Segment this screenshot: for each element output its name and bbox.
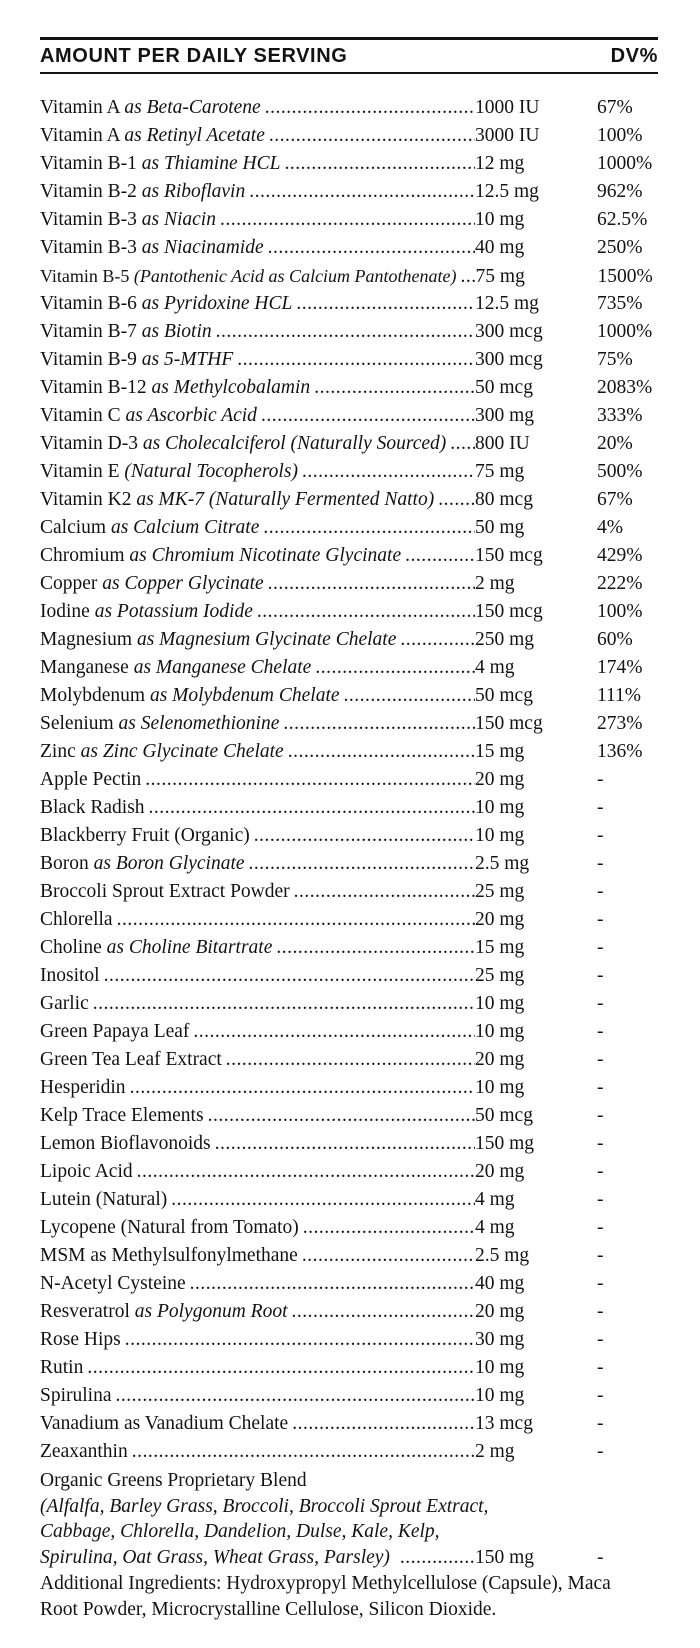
dot-leader bbox=[245, 178, 475, 206]
table-row bbox=[40, 542, 658, 570]
ingredient-name: Vanadium as Vanadium Chelate bbox=[40, 1413, 289, 1434]
dv-value: 100% bbox=[597, 125, 643, 146]
amount-value: 30 mg bbox=[475, 1329, 525, 1350]
supplement-facts-panel bbox=[40, 37, 658, 1622]
amount-value: 75 mg bbox=[475, 461, 525, 482]
dot-leader bbox=[311, 654, 475, 682]
dv-value: - bbox=[597, 1546, 604, 1568]
dot-leader bbox=[401, 542, 475, 570]
dv-value: 1000% bbox=[597, 321, 653, 342]
table-row bbox=[40, 234, 658, 262]
dot-leader bbox=[100, 962, 475, 990]
dot-leader bbox=[145, 794, 475, 822]
dot-leader bbox=[233, 346, 475, 374]
table-row bbox=[40, 346, 658, 374]
ingredient-name: Manganese as Manganese Chelate bbox=[40, 657, 312, 678]
dot-leader bbox=[284, 738, 475, 766]
dot-leader bbox=[434, 486, 475, 514]
amount-value: 1000 IU bbox=[475, 97, 540, 118]
table-row bbox=[40, 738, 658, 766]
dot-leader bbox=[186, 1270, 475, 1298]
amount-value: 150 mg bbox=[475, 1133, 535, 1154]
table-row bbox=[40, 710, 658, 738]
dv-value: - bbox=[597, 881, 604, 902]
amount-value: 150 mcg bbox=[475, 601, 543, 622]
ingredient-name: Molybdenum as Molybdenum Chelate bbox=[40, 685, 340, 706]
table-row bbox=[40, 878, 658, 906]
amount-value: 25 mg bbox=[475, 965, 525, 986]
dv-value: - bbox=[597, 769, 604, 790]
dv-value: - bbox=[597, 1357, 604, 1378]
dot-leader bbox=[112, 1382, 476, 1410]
table-row bbox=[40, 1130, 658, 1158]
table-row bbox=[40, 934, 658, 962]
dv-value: 67% bbox=[597, 97, 633, 118]
dv-value: 273% bbox=[597, 713, 643, 734]
amount-value: 15 mg bbox=[475, 937, 525, 958]
dv-value: - bbox=[597, 1021, 604, 1042]
amount-value: 2.5 mg bbox=[475, 853, 530, 874]
dot-leader bbox=[250, 822, 475, 850]
amount-value: 12.5 mg bbox=[475, 293, 539, 314]
dot-leader bbox=[290, 878, 475, 906]
table-row bbox=[40, 262, 658, 290]
dot-leader bbox=[222, 1046, 475, 1074]
dv-value: - bbox=[597, 1329, 604, 1350]
table-row bbox=[40, 682, 658, 710]
ingredient-name: Apple Pectin bbox=[40, 769, 142, 790]
table-row bbox=[40, 1270, 658, 1298]
dv-value: 735% bbox=[597, 293, 643, 314]
ingredient-name: Zeaxanthin bbox=[40, 1441, 128, 1462]
amount-value: 12.5 mg bbox=[475, 181, 539, 202]
dv-value: - bbox=[597, 1413, 604, 1434]
dv-value: 500% bbox=[597, 461, 643, 482]
table-row bbox=[40, 822, 658, 850]
dot-leader bbox=[264, 570, 475, 598]
dot-leader bbox=[298, 458, 475, 486]
table-row bbox=[40, 430, 658, 458]
amount-value: 13 mcg bbox=[475, 1413, 533, 1434]
dot-leader bbox=[89, 990, 475, 1018]
amount-value: 50 mg bbox=[475, 517, 525, 538]
table-row bbox=[40, 150, 658, 178]
dv-value: - bbox=[597, 1273, 604, 1294]
additional-ingredients-text: Additional Ingredients: Hydroxypropyl Methylcellulose (Capsule), Maca Root Powder, Microcrystalline Cellulose, Silicon Dioxide. bbox=[40, 1573, 611, 1620]
ingredient-name: Vitamin B-3 as Niacinamide bbox=[40, 237, 264, 258]
dot-leader bbox=[204, 1102, 475, 1130]
dv-value: - bbox=[597, 797, 604, 818]
dv-value: 1000% bbox=[597, 153, 653, 174]
amount-value: 50 mcg bbox=[475, 377, 533, 398]
amount-value: 20 mg bbox=[475, 1161, 525, 1182]
dv-value: - bbox=[597, 1049, 604, 1070]
ingredient-name: Selenium as Selenomethionine bbox=[40, 713, 280, 734]
ingredient-name: Chromium as Chromium Nicotinate Glycinate bbox=[40, 545, 402, 566]
table-row bbox=[40, 486, 658, 514]
dv-value: - bbox=[597, 1301, 604, 1322]
amount-value: 10 mg bbox=[475, 797, 525, 818]
ingredient-name: Lycopene (Natural from Tomato) bbox=[40, 1217, 299, 1238]
amount-value: 20 mg bbox=[475, 909, 525, 930]
ingredient-name: Vitamin B-9 as 5-MTHF bbox=[40, 349, 234, 370]
blend-title: Organic Greens Proprietary Blend bbox=[40, 1470, 307, 1491]
ingredient-name: Vitamin E (Natural Tocopherols) bbox=[40, 461, 298, 482]
table-row bbox=[40, 962, 658, 990]
ingredient-name: N-Acetyl Cysteine bbox=[40, 1273, 186, 1294]
dot-leader bbox=[299, 1214, 475, 1242]
ingredient-name: Vitamin B-3 as Niacin bbox=[40, 209, 216, 230]
dv-value: 250% bbox=[597, 237, 643, 258]
dot-leader bbox=[265, 122, 475, 150]
dv-value: - bbox=[597, 1077, 604, 1098]
ingredient-name: Vitamin K2 as MK-7 (Naturally Fermented Natto) bbox=[40, 489, 435, 510]
amount-value: 20 mg bbox=[475, 1049, 525, 1070]
dv-value: 333% bbox=[597, 405, 643, 426]
dot-leader bbox=[280, 150, 475, 178]
amount-value: 10 mg bbox=[475, 1385, 525, 1406]
amount-value: 50 mcg bbox=[475, 1105, 533, 1126]
ingredient-name: Resveratrol as Polygonum Root bbox=[40, 1301, 288, 1322]
dv-value: - bbox=[597, 965, 604, 986]
amount-value: 40 mg bbox=[475, 237, 525, 258]
dot-leader bbox=[253, 598, 475, 626]
dot-leader bbox=[126, 1074, 475, 1102]
ingredient-name: Chlorella bbox=[40, 909, 113, 930]
dv-value: - bbox=[597, 1385, 604, 1406]
table-row bbox=[40, 654, 658, 682]
table-row bbox=[40, 178, 658, 206]
table-row bbox=[40, 402, 658, 430]
amount-value: 10 mg bbox=[475, 993, 525, 1014]
dv-value: 962% bbox=[597, 181, 643, 202]
ingredient-name: Lemon Bioflavonoids bbox=[40, 1133, 211, 1154]
amount-value: 300 mcg bbox=[475, 349, 543, 370]
dot-leader bbox=[128, 1438, 475, 1466]
amount-value: 80 mcg bbox=[475, 489, 533, 510]
ingredient-name: Lipoic Acid bbox=[40, 1161, 133, 1182]
dv-value: - bbox=[597, 909, 604, 930]
amount-value: 12 mg bbox=[475, 153, 525, 174]
dot-leader bbox=[396, 626, 475, 654]
amount-value: 2 mg bbox=[475, 573, 515, 594]
dv-value: - bbox=[597, 1105, 604, 1126]
ingredient-name: Vitamin B-2 as Riboflavin bbox=[40, 181, 246, 202]
table-row bbox=[40, 1046, 658, 1074]
dv-value: 136% bbox=[597, 741, 643, 762]
ingredient-name: Vitamin B-6 as Pyridoxine HCL bbox=[40, 293, 293, 314]
amount-value: 300 mg bbox=[475, 405, 535, 426]
dot-leader bbox=[390, 1545, 475, 1571]
dot-leader bbox=[212, 318, 475, 346]
ingredient-name: Magnesium as Magnesium Glycinate Chelate bbox=[40, 629, 397, 650]
blend-ingredients-line: (Alfalfa, Barley Grass, Broccoli, Broccoli Sprout Extract, bbox=[40, 1495, 489, 1517]
table-row bbox=[40, 850, 658, 878]
dot-leader bbox=[264, 234, 475, 262]
table-row bbox=[40, 1158, 658, 1186]
table-header bbox=[40, 37, 658, 74]
ingredient-name: Vitamin B-1 as Thiamine HCL bbox=[40, 153, 281, 174]
dv-value: - bbox=[597, 993, 604, 1014]
ingredient-name: Rutin bbox=[40, 1357, 84, 1378]
ingredient-name: Vitamin B-7 as Biotin bbox=[40, 321, 212, 342]
dot-leader bbox=[83, 1354, 475, 1382]
dv-value: - bbox=[597, 825, 604, 846]
dv-value: 100% bbox=[597, 601, 643, 622]
dot-leader bbox=[113, 906, 475, 934]
dv-value: 429% bbox=[597, 545, 643, 566]
dv-value: 67% bbox=[597, 489, 633, 510]
ingredient-name: MSM as Methylsulfonylmethane bbox=[40, 1245, 298, 1266]
table-row bbox=[40, 122, 658, 150]
dot-leader bbox=[292, 290, 475, 318]
header-dv-label: DV% bbox=[610, 45, 658, 67]
table-row bbox=[40, 1438, 658, 1466]
ingredient-name: Vitamin B-12 as Methylcobalamin bbox=[40, 377, 311, 398]
dot-leader bbox=[259, 514, 475, 542]
dot-leader bbox=[340, 682, 475, 710]
amount-value: 4 mg bbox=[475, 1189, 515, 1210]
dot-leader bbox=[189, 1018, 475, 1046]
dv-value: - bbox=[597, 1217, 604, 1238]
ingredient-name: Lutein (Natural) bbox=[40, 1189, 168, 1210]
dv-value: 75% bbox=[597, 349, 633, 370]
table-row bbox=[40, 206, 658, 234]
blend-ingredients-line: Spirulina, Oat Grass, Wheat Grass, Parsley) bbox=[40, 1546, 390, 1568]
table-row bbox=[40, 1074, 658, 1102]
dv-value: - bbox=[597, 1161, 604, 1182]
ingredient-name: Copper as Copper Glycinate bbox=[40, 573, 264, 594]
dv-value: 2083% bbox=[597, 377, 653, 398]
amount-value: 4 mg bbox=[475, 657, 515, 678]
dot-leader bbox=[288, 1410, 475, 1438]
table-row bbox=[40, 94, 658, 122]
table-body bbox=[40, 94, 658, 1466]
dv-value: - bbox=[597, 1133, 604, 1154]
table-row bbox=[40, 1214, 658, 1242]
dot-leader bbox=[216, 206, 475, 234]
ingredient-name: Hesperidin bbox=[40, 1077, 126, 1098]
ingredient-name: Inositol bbox=[40, 965, 100, 986]
table-row bbox=[40, 374, 658, 402]
amount-value: 10 mg bbox=[475, 209, 525, 230]
amount-value: 25 mg bbox=[475, 881, 525, 902]
amount-value: 150 mcg bbox=[475, 545, 543, 566]
dv-value: 222% bbox=[597, 573, 643, 594]
table-row bbox=[40, 1382, 658, 1410]
dot-leader bbox=[257, 402, 475, 430]
dv-value: 20% bbox=[597, 433, 633, 454]
ingredient-name: Vitamin D-3 as Cholecalciferol (Naturally Sourced) bbox=[40, 433, 447, 454]
table-row bbox=[40, 1186, 658, 1214]
table-row bbox=[40, 1018, 658, 1046]
dot-leader bbox=[121, 1326, 475, 1354]
amount-value: 20 mg bbox=[475, 1301, 525, 1322]
table-row bbox=[40, 766, 658, 794]
table-row bbox=[40, 318, 658, 346]
dot-leader bbox=[245, 850, 475, 878]
blend-lines bbox=[40, 1494, 658, 1571]
ingredient-name: Rose Hips bbox=[40, 1329, 121, 1350]
ingredient-name: Boron as Boron Glycinate bbox=[40, 853, 245, 874]
ingredient-name: Kelp Trace Elements bbox=[40, 1105, 204, 1126]
amount-value: 75 mg bbox=[475, 266, 525, 287]
dv-value: - bbox=[597, 1245, 604, 1266]
table-row bbox=[40, 290, 658, 318]
blend-amount-row bbox=[40, 1545, 658, 1571]
ingredient-name: Vitamin B-5 (Pantothenic Acid as Calcium Pantothenate) bbox=[40, 266, 457, 286]
dv-value: 1500% bbox=[597, 266, 653, 287]
amount-value: 3000 IU bbox=[475, 125, 540, 146]
amount-value: 150 mg bbox=[475, 1546, 535, 1568]
amount-value: 10 mg bbox=[475, 1077, 525, 1098]
dv-value: 62.5% bbox=[597, 209, 648, 230]
dv-value: 174% bbox=[597, 657, 643, 678]
ingredient-name: Garlic bbox=[40, 993, 89, 1014]
amount-value: 250 mg bbox=[475, 629, 535, 650]
table-row bbox=[40, 514, 658, 542]
table-row bbox=[40, 1298, 658, 1326]
dv-value: - bbox=[597, 853, 604, 874]
ingredient-name: Vitamin A as Retinyl Acetate bbox=[40, 125, 265, 146]
amount-value: 10 mg bbox=[475, 1357, 525, 1378]
ingredient-name: Spirulina bbox=[40, 1385, 112, 1406]
dot-leader bbox=[298, 1242, 475, 1270]
dot-leader bbox=[211, 1130, 475, 1158]
dot-leader bbox=[446, 430, 475, 458]
ingredient-name: Broccoli Sprout Extract Powder bbox=[40, 881, 290, 902]
table-row bbox=[40, 1410, 658, 1438]
dv-value: 4% bbox=[597, 517, 623, 538]
dot-leader bbox=[279, 710, 475, 738]
amount-value: 10 mg bbox=[475, 1021, 525, 1042]
dot-leader bbox=[288, 1298, 476, 1326]
ingredient-name: Iodine as Potassium Iodide bbox=[40, 601, 253, 622]
dot-leader bbox=[272, 934, 475, 962]
table-row bbox=[40, 794, 658, 822]
amount-value: 20 mg bbox=[475, 769, 525, 790]
dot-leader bbox=[133, 1158, 475, 1186]
ingredient-name: Calcium as Calcium Citrate bbox=[40, 517, 260, 538]
ingredient-name: Choline as Choline Bitartrate bbox=[40, 937, 273, 958]
dot-leader bbox=[141, 766, 475, 794]
ingredient-name: Blackberry Fruit (Organic) bbox=[40, 825, 250, 846]
dv-value: - bbox=[597, 1441, 604, 1462]
amount-value: 40 mg bbox=[475, 1273, 525, 1294]
amount-value: 15 mg bbox=[475, 741, 525, 762]
table-row bbox=[40, 990, 658, 1018]
header-title: AMOUNT PER DAILY SERVING bbox=[40, 45, 348, 67]
dv-value: - bbox=[597, 1189, 604, 1210]
dv-value: 60% bbox=[597, 629, 633, 650]
amount-value: 300 mcg bbox=[475, 321, 543, 342]
amount-value: 2.5 mg bbox=[475, 1245, 530, 1266]
ingredient-name: Black Radish bbox=[40, 797, 145, 818]
dv-value: - bbox=[597, 937, 604, 958]
table-row bbox=[40, 570, 658, 598]
table-row bbox=[40, 906, 658, 934]
ingredient-name: Vitamin A as Beta-Carotene bbox=[40, 97, 261, 118]
amount-value: 50 mcg bbox=[475, 685, 533, 706]
ingredient-name: Vitamin C as Ascorbic Acid bbox=[40, 405, 257, 426]
amount-value: 150 mcg bbox=[475, 713, 543, 734]
dot-leader bbox=[457, 263, 476, 291]
amount-value: 800 IU bbox=[475, 433, 530, 454]
dv-value: 111% bbox=[597, 685, 642, 706]
ingredient-name: Zinc as Zinc Glycinate Chelate bbox=[40, 741, 284, 762]
table-row bbox=[40, 1242, 658, 1270]
amount-value: 4 mg bbox=[475, 1217, 515, 1238]
dot-leader bbox=[261, 94, 475, 122]
table-row bbox=[40, 626, 658, 654]
amount-value: 10 mg bbox=[475, 825, 525, 846]
dot-leader bbox=[310, 374, 475, 402]
table-row bbox=[40, 598, 658, 626]
table-row bbox=[40, 1354, 658, 1382]
amount-value: 2 mg bbox=[475, 1441, 515, 1462]
proprietary-blend-block bbox=[40, 1468, 658, 1570]
blend-ingredients-line: Cabbage, Chlorella, Dandelion, Dulse, Kale, Kelp, bbox=[40, 1521, 440, 1542]
ingredient-name: Green Papaya Leaf bbox=[40, 1021, 190, 1042]
table-row bbox=[40, 1326, 658, 1354]
table-row bbox=[40, 1102, 658, 1130]
dot-leader bbox=[167, 1186, 475, 1214]
ingredient-name: Green Tea Leaf Extract bbox=[40, 1049, 222, 1070]
table-row bbox=[40, 458, 658, 486]
